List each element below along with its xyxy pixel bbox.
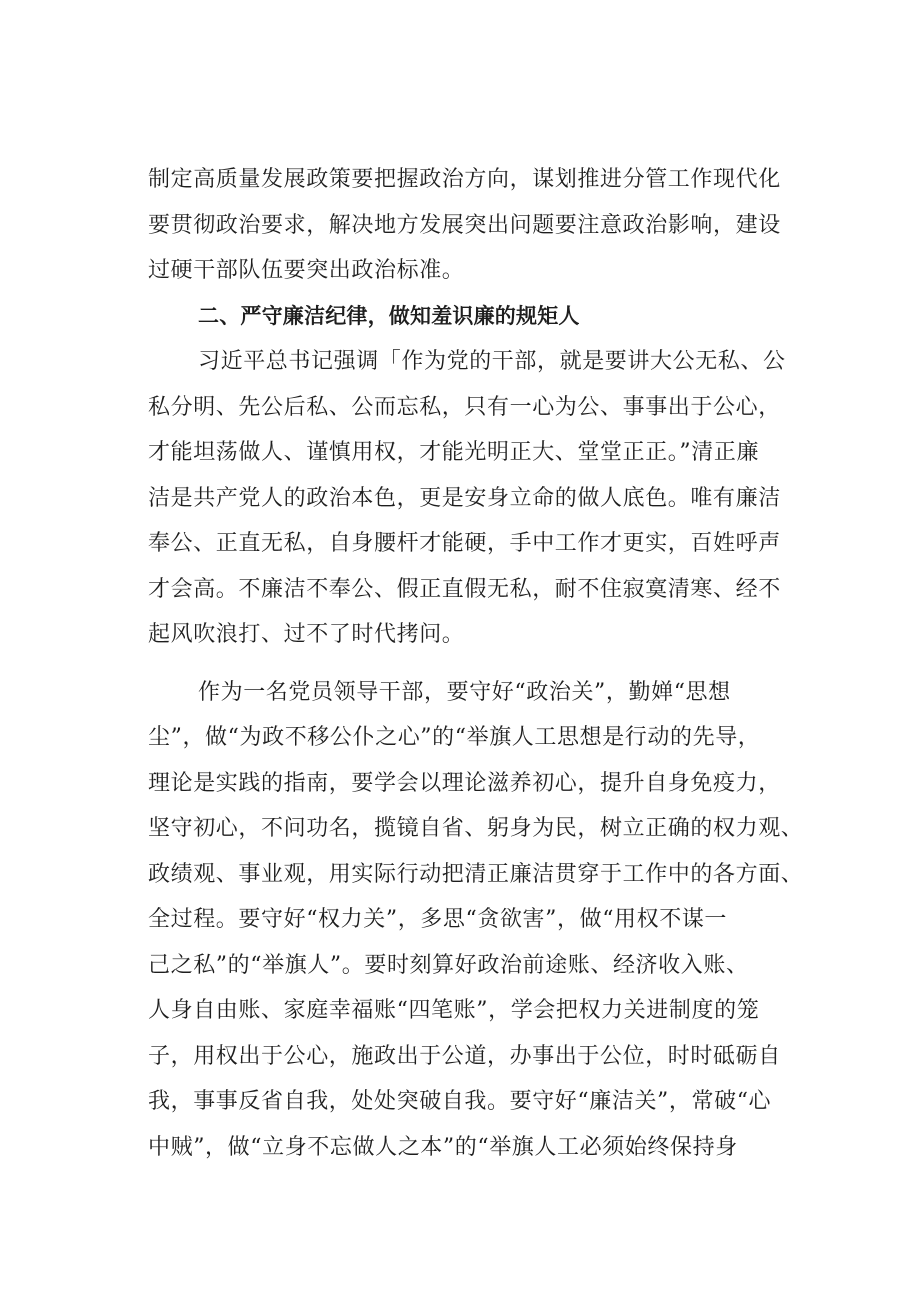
text-line: 政绩观、事业观，用实际行动把清正廉洁贯穿于工作中的各方面、 xyxy=(148,861,804,887)
text-line: 中贼”，做“立身不忘做人之本”的“举旗人工必须始终保持身 xyxy=(148,1134,738,1160)
text-line: 私分明、先公后私、公而忘私，只有一心为公、事事出于公心， xyxy=(148,394,781,420)
paragraph-three-gates xyxy=(148,670,808,1171)
section-heading-2: 二、严守廉洁纪律，做知羞识廉的规矩人 xyxy=(198,303,580,328)
text-line: 制定高质量发展政策要把握政治方向，谋划推进分管工作现代化 xyxy=(148,167,781,192)
text-line: 我，事事反省自我，处处突破自我。要守好“廉洁关”，常破“心 xyxy=(148,1089,772,1114)
text-line: 理论是实践的指南，要学会以理论滋养初心，提升自身免疫力， xyxy=(148,770,781,796)
text-line: 己之私”的“举旗人”。要时刻算好政治前途账、经济收入账、 xyxy=(148,952,749,978)
text-line: 尘”，做“为政不移公仆之心”的“举旗人工思想是行动的先导， xyxy=(148,725,761,750)
paragraph-clean-governance xyxy=(148,339,808,658)
text-line: 洁是共产党人的政治本色，更是安身立命的做人底色。唯有廉洁 xyxy=(148,485,781,511)
document-body xyxy=(148,157,808,1170)
text-line: 全过程。要守好“权力关”，多思“贪欲害”，做“用权不谋一 xyxy=(148,907,728,932)
text-line: 习近平总书记强调「作为党的干部，就是要讲大公无私、公 xyxy=(198,349,786,374)
text-line: 子，用权出于公心，施政出于公道，办事出于公位，时时砥砺自 xyxy=(148,1043,781,1069)
text-line: 奉公、正直无私，自身腰杆才能硬，手中工作才更实，百姓呼声 xyxy=(148,531,781,556)
paragraph-gap xyxy=(148,658,808,670)
text-line: 才会高。不廉洁不奉公、假正直假无私，耐不住寂寞清寒、经不 xyxy=(148,576,781,602)
paragraph-political-direction xyxy=(148,157,808,294)
text-line: 才能坦荡做人、谨慎用权，才能光明正大、堂堂正正。”清正廉 xyxy=(148,440,760,465)
text-line: 过硬干部队伍要突出政治标准。 xyxy=(148,258,465,283)
text-line: 要贯彻政治要求，解决地方发展突出问题要注意政治影响，建设 xyxy=(148,212,781,238)
text-line: 坚守初心，不问功名，揽镜自省、躬身为民，树立正确的权力观、 xyxy=(148,816,804,841)
text-line: 人身自由账、家庭幸福账“四笔账”，学会把权力关进制度的笼 xyxy=(148,998,760,1023)
text-line: 作为一名党员领导干部，要守好“政治关”，勤婵“思想 xyxy=(198,679,731,705)
text-line: 起风吹浪打、过不了时代拷问。 xyxy=(148,622,465,647)
